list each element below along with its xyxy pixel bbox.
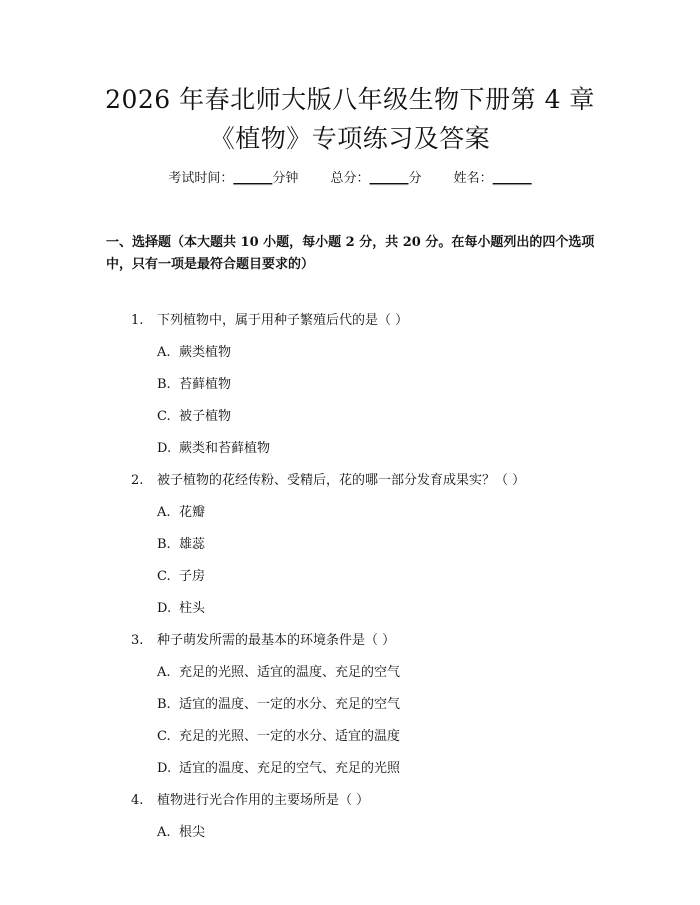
question-3-option-d <box>157 759 400 779</box>
question-1-option-c <box>157 407 231 427</box>
question-3-option-a <box>157 663 400 683</box>
student-name-label: 姓名： <box>453 171 493 186</box>
option-letter: D. <box>157 441 172 456</box>
exam-info <box>0 169 700 189</box>
option-text: 根尖 <box>179 825 206 840</box>
option-text: 子房 <box>179 569 206 584</box>
question-number: 2. <box>131 473 144 488</box>
question-2-option-c <box>157 567 205 587</box>
option-text: 蕨类植物 <box>179 345 232 360</box>
section-heading: 一、选择题（本大题共 10 小题，每小题 2 分，共 20 分。在每小题列出的四个选项中，只有一项是最符合题目要求的） <box>106 235 595 272</box>
option-text: 适宜的温度、充足的空气、充足的光照 <box>179 761 401 776</box>
question-2-option-d <box>157 599 205 619</box>
question-1-option-a <box>157 343 231 363</box>
total-score-unit: 分 <box>408 171 422 186</box>
option-letter: B. <box>157 697 171 712</box>
question-3-option-b <box>157 695 400 715</box>
option-letter: A. <box>157 505 171 520</box>
option-letter: B. <box>157 537 171 552</box>
option-text: 雄蕊 <box>179 537 206 552</box>
exam-time-blank: ______ <box>233 171 273 186</box>
option-letter: A. <box>157 665 171 680</box>
question-4-option-a <box>157 823 205 843</box>
question-3-option-c <box>157 727 400 747</box>
option-letter: C. <box>157 569 171 584</box>
question-1-option-d <box>157 439 270 459</box>
document-title-line-2: 《植物》专项练习及答案 <box>209 124 491 153</box>
option-text: 充足的光照、适宜的温度、充足的空气 <box>179 665 401 680</box>
option-text: 充足的光照、一定的水分、适宜的温度 <box>179 729 401 744</box>
question-number: 3. <box>131 633 144 648</box>
student-name-blank: ______ <box>492 171 532 186</box>
question-text: 种子萌发所需的最基本的环境条件是（ ） <box>157 633 396 648</box>
question-1-option-b <box>157 375 231 395</box>
option-letter: B. <box>157 377 171 392</box>
total-score-field <box>330 169 421 189</box>
question-text: 植物进行光合作用的主要场所是（ ） <box>157 793 370 808</box>
exam-time-field <box>168 169 298 189</box>
exam-time-unit: 分钟 <box>272 171 299 186</box>
option-letter: A. <box>157 825 171 840</box>
total-score-label: 总分： <box>330 171 370 186</box>
option-text: 被子植物 <box>179 409 232 424</box>
document-title-line-1: 2026 年春北师大版八年级生物下册第 4 章 <box>105 85 595 114</box>
question-2-option-a <box>157 503 205 523</box>
option-text: 蕨类和苔藓植物 <box>179 441 271 456</box>
question-number: 4. <box>131 793 144 808</box>
option-text: 适宜的温度、一定的水分、充足的空气 <box>179 697 401 712</box>
total-score-blank: ______ <box>369 171 409 186</box>
exam-time-label: 考试时间： <box>168 171 234 186</box>
student-name-field <box>454 169 532 189</box>
option-letter: D. <box>157 761 172 776</box>
option-text: 苔藓植物 <box>179 377 232 392</box>
question-text: 被子植物的花经传粉、受精后，花的哪一部分发育成果实？（ ） <box>157 473 526 488</box>
option-letter: A. <box>157 345 171 360</box>
question-number: 1. <box>131 313 144 328</box>
option-letter: C. <box>157 409 171 424</box>
option-letter: C. <box>157 729 171 744</box>
question-2-option-b <box>157 535 205 555</box>
question-text: 下列植物中，属于用种子繁殖后代的是（ ） <box>157 313 409 328</box>
option-letter: D. <box>157 601 172 616</box>
option-text: 柱头 <box>179 601 206 616</box>
option-text: 花瓣 <box>179 505 206 520</box>
